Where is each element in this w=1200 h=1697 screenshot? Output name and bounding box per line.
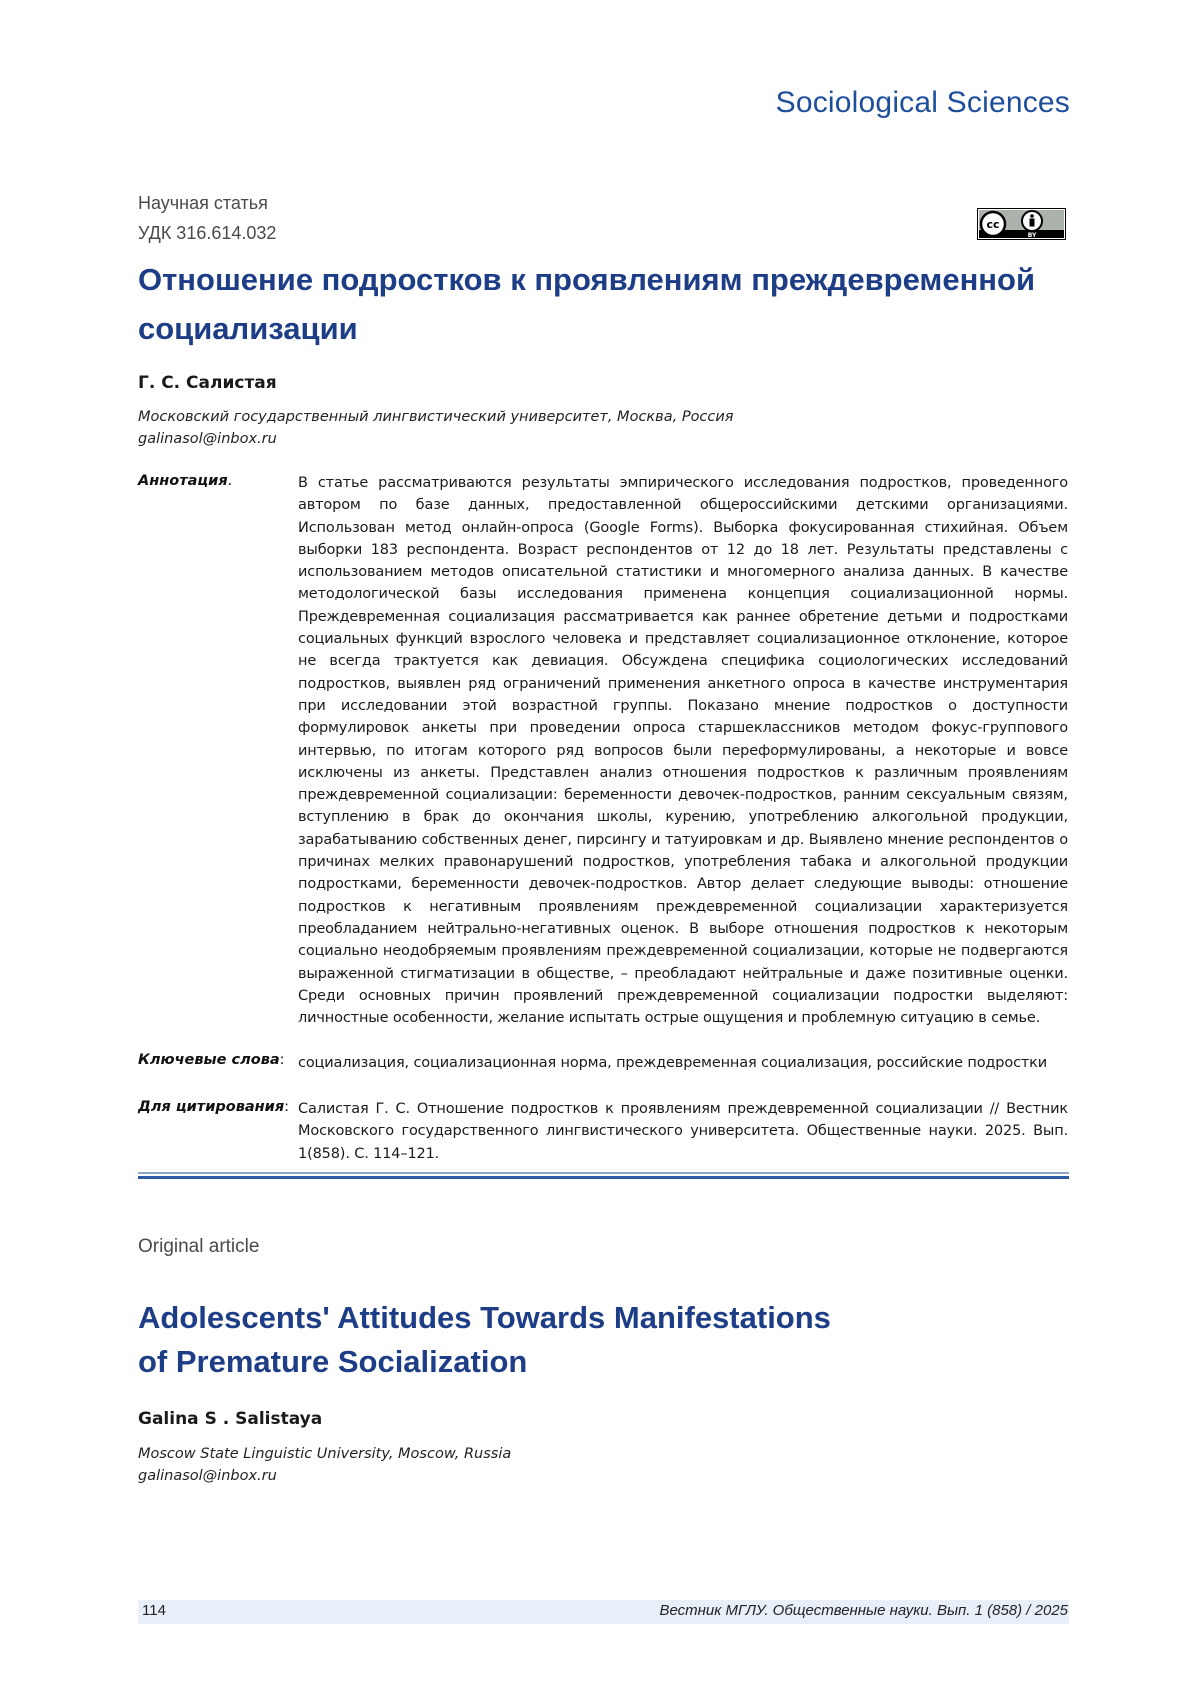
by-label: BY [1028, 232, 1037, 239]
citation-label: Для цитирования: [138, 1099, 289, 1115]
section-title: Sociological Sciences [776, 86, 1070, 120]
article-type: Научная статья [138, 193, 268, 214]
author-name-ru: Г. С. Салистая [138, 373, 277, 393]
article-type-en: Original article [138, 1236, 259, 1258]
affiliation-ru [138, 406, 734, 450]
article-title-ru: Отношение подростков к проявлениям преждевременной социализации [138, 255, 1078, 353]
article-title-en [138, 1296, 1038, 1384]
affiliation-text-en: Moscow State Linguistic University, Moscow, Russia [138, 1443, 511, 1465]
abstract-text: В статье рассматриваются результаты эмпирического исследования подростков, проведенного автором по базе данных, предоставленной общероссийскими детскими организациями. Использован метод онлайн-опроса (Google Forms). Выборка фокусированная стихийная. Объем выборки 183 респондента. Возраст респондентов от 12 до 18 лет. Результаты представлены с использованием методов описательной статистики и многомерного анализа данных. В качестве методологической базы исследования применена концепция социализационной нормы. Преждевременная социализация рассматривается как раннее обретение детьми и подростками социальных функций взрослого человека и представляет социализационное отклонение, которое не всегда трактуется как девиация. Обсуждена специфика социологических исследований подростков, выявлен ряд ограничений применения анкетного опроса в качестве инструментария при исследовании этой возрастной группы. Показано мнение подростков о доступности формулировок анкеты при проведении опроса старшеклассников методом фокус-группового интервью, по итогам которого ряд вопросов были переформулированы, а некоторые и вовсе исключены из анкеты. Представлен анализ отношения подростков к различным проявлениям преждевременной социализации: беременности девочек-подростков, ранним сексуальным связям, вступлению в брак до окончания школы, курению, употреблению алкогольной продукции, зарабатыванию собственных денег, пирсингу и татуировкам и др. Выявлено мнение респондентов о причинах мелких правонарушений подростков, употребления табака и алкогольной продукции подростками, беременности девочек-подростков. Автор делает следующие выводы: отношение подростков к негативным проявлениям преждевременной социализации характеризуется преобладанием нейтрально-негативных оценок. В выборе отношения подростков к некоторым социально неодобряемым проявлениям преждевременной социализации, которые не подвергаются выраженной стигматизации в обществе, – преобладают нейтральные и даже позитивные оценки. Среди основных причин проявлений преждевременной социализации подростки выделяют: личностные особенности, желание испытать острые ощущения и проблемную ситуацию в семье. [298, 472, 1068, 1029]
udc-code: УДК 316.614.032 [138, 223, 276, 244]
divider-thin [138, 1172, 1069, 1174]
author-email-en[interactable]: galinasol@inbox.ru [138, 1465, 511, 1487]
page-number: 114 [142, 1602, 166, 1619]
title-en-line2: of Premature Socialization [138, 1340, 1038, 1384]
cc-by-icon [977, 208, 1066, 240]
citation-text: Салистая Г. С. Отношение подростков к проявлениям преждевременной социализации // Вестник Московского государственного лингвистического университета. Общественные науки. 2025. Вып. 1(858). С. 114–121. [298, 1098, 1068, 1165]
affiliation-text: Московский государственный лингвистический университет, Москва, Россия [138, 406, 734, 428]
title-en-line1: Adolescents' Attitudes Towards Manifestations [138, 1296, 1038, 1340]
author-email[interactable]: galinasol@inbox.ru [138, 428, 734, 450]
cc-label: cc [986, 218, 999, 231]
journal-reference: Вестник МГЛУ. Общественные науки. Вып. 1 (858) / 2025 [659, 1602, 1068, 1619]
keywords-label: Ключевые слова: [138, 1052, 285, 1068]
divider-thick [138, 1176, 1069, 1179]
author-name-en: Galina S . Salistaya [138, 1409, 322, 1429]
abstract-label: Аннотация. [138, 473, 232, 489]
affiliation-en [138, 1443, 511, 1487]
keywords-text: социализация, социализационная норма, преждевременная социализация, российские подростки [298, 1052, 1068, 1074]
